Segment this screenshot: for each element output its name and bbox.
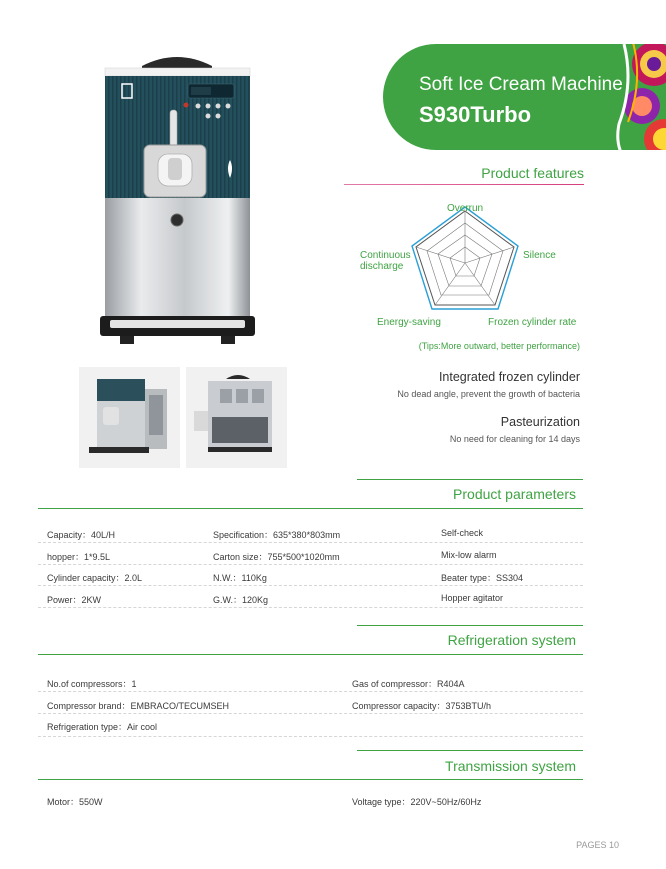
param-cell: Specification：635*380*803mm: [213, 530, 341, 540]
transmission-heading: Transmission system: [445, 758, 576, 774]
refrigeration-cell: No.of compressors：1: [47, 679, 137, 689]
section-divider: [38, 654, 583, 655]
radar-label-overrun: Overrun: [447, 203, 484, 214]
row-divider: [38, 713, 583, 714]
radar-tips: (Tips:More outward, better performance): [418, 341, 580, 351]
refrigeration-cell: Compressor brand：EMBRACO/TECUMSEH: [47, 701, 230, 711]
section-divider: [38, 508, 583, 509]
param-cell: Hopper agitator: [441, 593, 504, 603]
row-divider: [38, 607, 583, 608]
row-divider: [38, 564, 583, 565]
section-divider: [357, 625, 583, 626]
row-divider: [38, 736, 583, 737]
param-cell: Power：2KW: [47, 595, 102, 605]
model-name: S930Turbo: [419, 102, 532, 127]
page-number: PAGES 10: [576, 840, 619, 850]
machine-back-photo: [186, 367, 287, 468]
transmission-cell: Voltage type：220V~50Hz/60Hz: [352, 797, 482, 807]
row-divider: [38, 691, 583, 692]
refrigeration-cell: Refrigeration type：Air cool: [47, 722, 158, 732]
features-divider: [344, 184, 584, 185]
param-cell: Cylinder capacity：2.0L: [47, 573, 143, 583]
features-heading: Product features: [481, 165, 584, 181]
feature-description: No dead angle, prevent the growth of bacteria: [397, 389, 580, 399]
param-cell: Self-check: [441, 528, 484, 538]
feature-title: Pasteurization: [500, 415, 580, 429]
param-cell: Beater type：SS304: [441, 573, 524, 583]
param-cell: G.W.：120Kg: [213, 595, 269, 605]
row-divider: [38, 585, 583, 586]
parameters-heading: Product parameters: [453, 486, 576, 502]
row-divider: [38, 542, 583, 543]
page-title: Soft Ice Cream Machine: [419, 74, 623, 95]
transmission-cell: Motor：550W: [47, 797, 103, 807]
radar-label-discharge: discharge: [360, 261, 404, 272]
refrigeration-cell: Compressor capacity：3753BTU/h: [352, 701, 492, 711]
machine-image: [100, 50, 255, 350]
param-cell: hopper：1*9.5L: [47, 552, 111, 562]
feature-title: Integrated frozen cylinder: [438, 370, 580, 384]
decorative-ornament: [594, 44, 666, 150]
radar-label-frozen-cylinder-rate: Frozen cylinder rate: [488, 317, 577, 328]
refrigeration-heading: Refrigeration system: [447, 632, 576, 648]
performance-radar-chart: [355, 198, 595, 338]
param-cell: Capacity：40L/H: [47, 530, 116, 540]
refrigeration-cell: Gas of compressor：R404A: [352, 679, 465, 689]
radar-label-continuous: Continuous: [360, 250, 411, 261]
param-cell: Mix-low alarm: [441, 550, 497, 560]
param-cell: N.W.：110Kg: [213, 573, 267, 583]
machine-side-photo: [79, 367, 180, 468]
section-divider: [357, 750, 583, 751]
param-cell: Carton size：755*500*1020mm: [213, 552, 340, 562]
radar-label-energy-saving: Energy-saving: [377, 317, 441, 328]
feature-description: No need for cleaning for 14 days: [449, 434, 580, 444]
radar-label-silence: Silence: [523, 250, 556, 261]
section-divider: [357, 479, 583, 480]
header-banner: [383, 44, 666, 150]
section-divider: [38, 779, 583, 780]
